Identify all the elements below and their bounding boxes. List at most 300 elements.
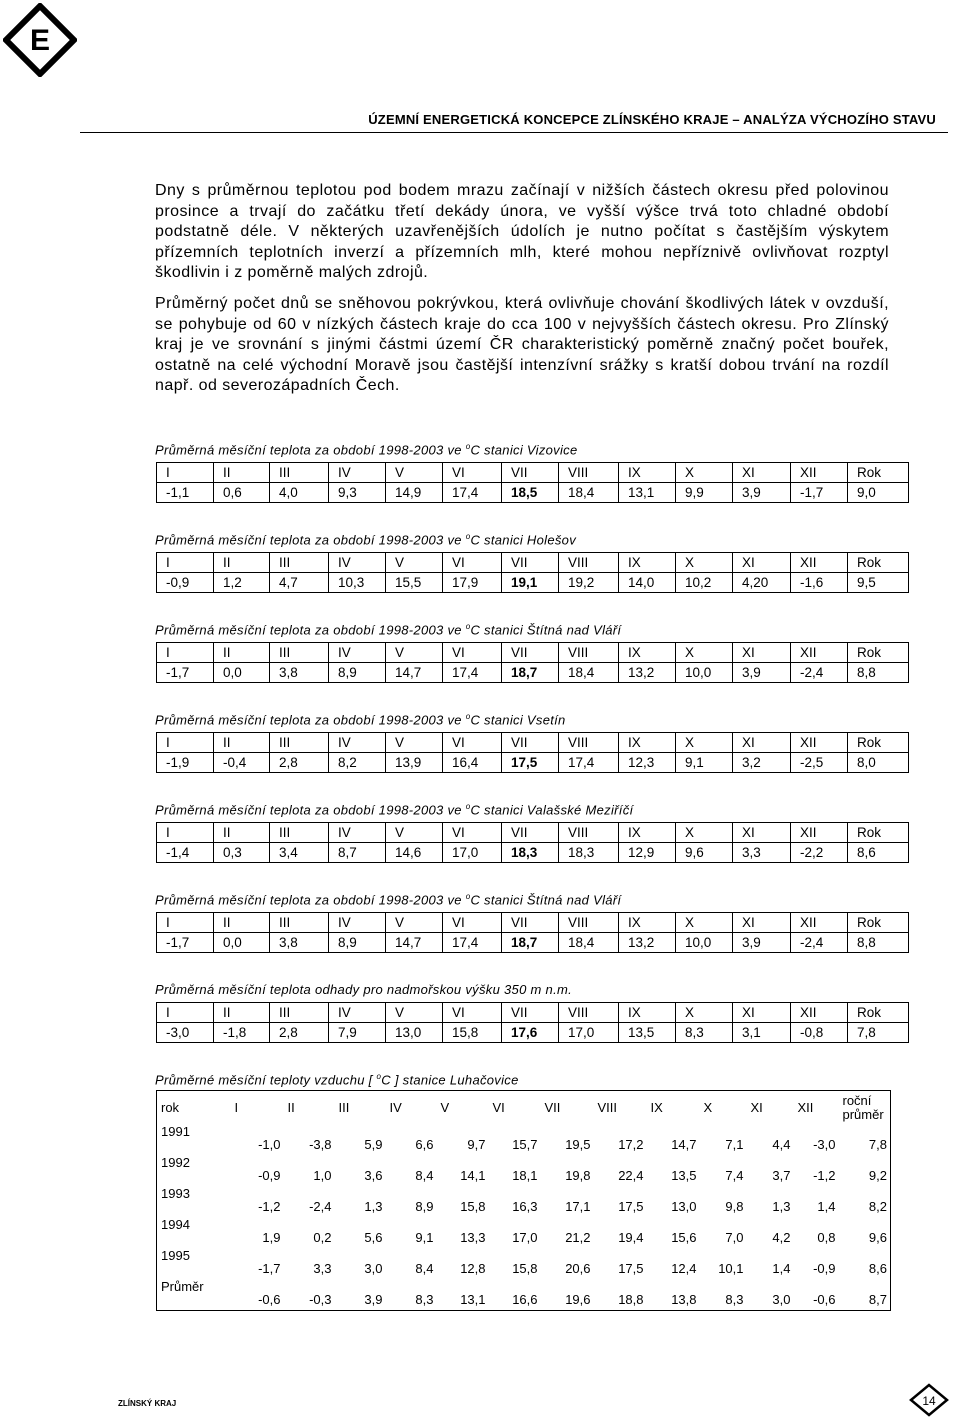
station-name: Štítná nad Vláří xyxy=(526,892,622,908)
table-row xyxy=(157,1155,891,1186)
temperature-cell: -1,8 xyxy=(214,1023,270,1043)
table-row xyxy=(157,663,909,683)
temperature-cell: 3,9 xyxy=(733,483,791,503)
table-caption-mid: C stanici xyxy=(470,532,527,548)
paragraph-frost-days: Dny s průměrnou teplotou pod bodem mrazu začínají v nižších částech okresu před polovinou prosince a trvají do začátku třetí dekády února, ve vyšší výšce trvá toto chladné období podstatně déle. V některých uzavřenějších údolích je nutno počítat s častějším výskytem přízemních teplotních inverzí a přízemních mlh, které mohou nepříznivě ovlivňovat rozptyl škodlivin i z poměrně malých zdrojů. xyxy=(155,182,889,281)
temperature-cell: -3,0 xyxy=(157,1023,214,1043)
temperature-cell: 17,0 xyxy=(512,1230,538,1245)
temperature-cell: -0,9 xyxy=(157,573,214,593)
month-header-cell: I xyxy=(157,463,214,483)
temperature-cell: 14,9 xyxy=(386,483,443,503)
month-header-cell: II xyxy=(214,913,270,933)
temperature-cell: 18,8 xyxy=(618,1292,644,1307)
temperature-cell: 0,0 xyxy=(214,933,270,953)
month-header-cell: X xyxy=(676,553,733,573)
month-header-cell: X xyxy=(676,733,733,753)
column-header-cell: IX xyxy=(650,1100,663,1115)
temperature-cell: 18,3 xyxy=(502,843,559,863)
table-row xyxy=(157,573,909,593)
month-header-cell: VIII xyxy=(559,1003,619,1023)
monthly-temperature-table xyxy=(156,462,909,503)
temperature-cell: 21,2 xyxy=(565,1230,591,1245)
temperature-cell: 8,8 xyxy=(848,663,909,683)
temperature-cell: 14,6 xyxy=(386,843,443,863)
temperature-cell: 7,0 xyxy=(725,1230,744,1245)
temperature-cell: 15,8 xyxy=(512,1261,538,1276)
month-header-cell: VII xyxy=(502,733,559,753)
temperature-cell: 19,1 xyxy=(502,573,559,593)
temperature-cell: 14,1 xyxy=(460,1168,486,1183)
month-header-cell: XII xyxy=(791,733,848,753)
temperature-cell: 9,3 xyxy=(329,483,386,503)
month-header-cell: II xyxy=(214,463,270,483)
temperature-cell: 1,3 xyxy=(772,1199,791,1214)
temperature-cell: 1,2 xyxy=(214,573,270,593)
temperature-cell: 12,3 xyxy=(619,753,676,773)
month-header-cell: III xyxy=(270,913,329,933)
temperature-cell: -2,4 xyxy=(309,1199,332,1214)
table-header-row xyxy=(157,1091,891,1125)
temperature-cell: 18,4 xyxy=(559,933,619,953)
temperature-cell: 8,7 xyxy=(329,843,386,863)
table-caption-mid: C stanici xyxy=(470,622,527,638)
temperature-cell: -0,3 xyxy=(309,1292,332,1307)
month-header-cell: IX xyxy=(619,553,676,573)
year-cell: 1995 xyxy=(161,1248,190,1263)
temperature-cell: 16,3 xyxy=(512,1199,538,1214)
month-header-cell: IX xyxy=(619,733,676,753)
page-number-badge xyxy=(908,1382,950,1418)
column-header-cell: I xyxy=(234,1100,239,1115)
column-header-cell: VI xyxy=(492,1100,505,1115)
temperature-cell: 5,9 xyxy=(364,1137,383,1152)
temperature-cell: -2,4 xyxy=(791,933,848,953)
temperature-cell: -1,0 xyxy=(258,1137,281,1152)
month-header-cell: IV xyxy=(329,823,386,843)
temperature-cell: -1,7 xyxy=(157,663,214,683)
temperature-cell: 13,9 xyxy=(386,753,443,773)
month-header-cell: III xyxy=(270,643,329,663)
monthly-temperature-table xyxy=(156,732,909,773)
temperature-cell: 9,7 xyxy=(467,1137,486,1152)
temperature-cell: 10,2 xyxy=(676,573,733,593)
temperature-cell: 3,0 xyxy=(772,1292,791,1307)
temperature-cell: 3,1 xyxy=(733,1023,791,1043)
temperature-cell: 15,7 xyxy=(512,1137,538,1152)
temperature-cell: 17,0 xyxy=(443,843,502,863)
temperature-cell: 12,9 xyxy=(619,843,676,863)
temperature-cell: 12,8 xyxy=(460,1261,486,1276)
temperature-cell: 18,3 xyxy=(559,843,619,863)
month-header-cell: VI xyxy=(443,823,502,843)
month-header-cell: III xyxy=(270,823,329,843)
temperature-cell: 17,5 xyxy=(502,753,559,773)
station-name: Vizovice xyxy=(526,442,578,458)
table-row xyxy=(157,1186,891,1217)
month-header-cell: XI xyxy=(733,913,791,933)
temperature-cell: 7,1 xyxy=(725,1137,744,1152)
temperature-cell: 8,4 xyxy=(415,1168,434,1183)
temperature-cell: 17,4 xyxy=(443,663,502,683)
column-header-cell: XII xyxy=(797,1100,814,1115)
temperature-cell: 17,6 xyxy=(502,1023,559,1043)
month-header-cell: V xyxy=(386,733,443,753)
luhacovice-caption xyxy=(155,1072,519,1087)
month-header-cell: VI xyxy=(443,463,502,483)
temperature-cell: -3,0 xyxy=(813,1137,836,1152)
table-caption-mid: C stanici xyxy=(470,712,527,728)
column-header-cell: rok xyxy=(161,1100,180,1115)
month-header-cell: IV xyxy=(329,643,386,663)
table-row xyxy=(157,933,909,953)
year-cell: 1994 xyxy=(161,1217,190,1232)
month-header-cell: II xyxy=(214,823,270,843)
month-header-cell: III xyxy=(270,463,329,483)
table-caption xyxy=(155,442,578,457)
table-row xyxy=(157,753,909,773)
month-header-cell: Rok xyxy=(848,823,909,843)
month-header-cell: IX xyxy=(619,643,676,663)
temperature-cell: 8,6 xyxy=(848,843,909,863)
month-header-cell: V xyxy=(386,553,443,573)
temperature-cell: 8,3 xyxy=(415,1292,434,1307)
table-row xyxy=(157,843,909,863)
temperature-cell: -0,9 xyxy=(258,1168,281,1183)
month-header-cell: XII xyxy=(791,913,848,933)
degree-sup: o xyxy=(465,892,471,901)
temperature-cell: 15,8 xyxy=(443,1023,502,1043)
table-header-row xyxy=(157,463,909,483)
temperature-cell: 17,1 xyxy=(565,1199,591,1214)
degree-sup: o xyxy=(465,802,471,811)
month-header-cell: Rok xyxy=(848,1003,909,1023)
temperature-cell: 15,5 xyxy=(386,573,443,593)
month-header-cell: I xyxy=(157,553,214,573)
temperature-cell: 2,8 xyxy=(270,1023,329,1043)
column-header-cell: XI xyxy=(750,1100,763,1115)
temperature-cell: 9,8 xyxy=(725,1199,744,1214)
temperature-cell: -1,9 xyxy=(157,753,214,773)
temperature-cell: 3,9 xyxy=(733,663,791,683)
temperature-cell: 13,0 xyxy=(671,1199,697,1214)
column-header-cell: IV xyxy=(389,1100,402,1115)
temperature-cell: 18,4 xyxy=(559,483,619,503)
month-header-cell: VI xyxy=(443,733,502,753)
temperature-cell: 3,9 xyxy=(364,1292,383,1307)
degree-sup: o xyxy=(465,622,471,631)
temperature-cell: -1,7 xyxy=(157,933,214,953)
temperature-cell: 10,1 xyxy=(718,1261,744,1276)
month-header-cell: IX xyxy=(619,913,676,933)
temperature-cell: -1,6 xyxy=(791,573,848,593)
month-header-cell: II xyxy=(214,643,270,663)
temperature-cell: 0,2 xyxy=(313,1230,332,1245)
temperature-cell: -1,2 xyxy=(813,1168,836,1183)
temperature-cell: 3,3 xyxy=(313,1261,332,1276)
temperature-cell: 13,8 xyxy=(671,1292,697,1307)
temperature-cell: 9,6 xyxy=(868,1230,887,1245)
temperature-cell: 3,6 xyxy=(364,1168,383,1183)
table-caption xyxy=(155,622,621,637)
degree-sup: o xyxy=(465,442,471,451)
temperature-cell: 3,7 xyxy=(772,1168,791,1183)
month-header-cell: IV xyxy=(329,1003,386,1023)
temperature-cell: 17,4 xyxy=(559,753,619,773)
month-header-cell: VII xyxy=(502,463,559,483)
month-header-cell: XII xyxy=(791,463,848,483)
month-header-cell: VIII xyxy=(559,913,619,933)
month-header-cell: VI xyxy=(443,1003,502,1023)
table-caption-prefix: Průměrná měsíční teplota za období 1998-2003 ve xyxy=(155,802,466,818)
temperature-cell: 18,1 xyxy=(512,1168,538,1183)
temperature-cell: 15,6 xyxy=(671,1230,697,1245)
temperature-cell: 3,2 xyxy=(733,753,791,773)
temperature-cell: 13,1 xyxy=(619,483,676,503)
temperature-cell: 1,0 xyxy=(313,1168,332,1183)
monthly-temperature-table xyxy=(156,912,909,953)
table-caption-mid: C stanici xyxy=(470,442,527,458)
month-header-cell: Rok xyxy=(848,733,909,753)
temperature-cell: 0,6 xyxy=(214,483,270,503)
temperature-cell: 14,7 xyxy=(386,663,443,683)
temperature-cell: 8,2 xyxy=(868,1199,887,1214)
temperature-cell: 13,2 xyxy=(619,663,676,683)
temperature-cell: 12,4 xyxy=(671,1261,697,1276)
temperature-cell: 7,4 xyxy=(725,1168,744,1183)
temperature-cell: 3,8 xyxy=(270,933,329,953)
month-header-cell: V xyxy=(386,463,443,483)
temperature-cell: 17,0 xyxy=(559,1023,619,1043)
temperature-cell: 10,3 xyxy=(329,573,386,593)
month-header-cell: VIII xyxy=(559,643,619,663)
temperature-cell: 4,0 xyxy=(270,483,329,503)
table-row xyxy=(157,1023,909,1043)
month-header-cell: X xyxy=(676,463,733,483)
table-row xyxy=(157,1217,891,1248)
temperature-cell: 1,9 xyxy=(262,1230,281,1245)
month-header-cell: VII xyxy=(502,823,559,843)
temperature-cell: 9,5 xyxy=(848,573,909,593)
month-header-cell: Rok xyxy=(848,463,909,483)
month-header-cell: VII xyxy=(502,913,559,933)
temperature-cell: 0,0 xyxy=(214,663,270,683)
month-header-cell: IV xyxy=(329,733,386,753)
month-header-cell: V xyxy=(386,643,443,663)
month-header-cell: IV xyxy=(329,553,386,573)
temperature-cell: 7,8 xyxy=(868,1137,887,1152)
column-header-cell: VIII xyxy=(597,1100,618,1115)
month-header-cell: X xyxy=(676,643,733,663)
temperature-cell: 3,8 xyxy=(270,663,329,683)
table-header-row xyxy=(157,1003,909,1023)
temperature-cell: 10,0 xyxy=(676,663,733,683)
temperature-cell: 0,3 xyxy=(214,843,270,863)
temperature-cell: 19,2 xyxy=(559,573,619,593)
month-header-cell: I xyxy=(157,733,214,753)
temperature-cell: 7,8 xyxy=(848,1023,909,1043)
month-header-cell: III xyxy=(270,733,329,753)
temperature-cell: 14,0 xyxy=(619,573,676,593)
temperature-cell: 18,4 xyxy=(559,663,619,683)
year-cell: 1993 xyxy=(161,1186,190,1201)
temperature-cell: 19,6 xyxy=(565,1292,591,1307)
month-header-cell: XI xyxy=(733,733,791,753)
month-header-cell: Rok xyxy=(848,643,909,663)
table-caption xyxy=(155,892,621,907)
temperature-cell: -1,7 xyxy=(791,483,848,503)
temperature-cell: 18,7 xyxy=(502,933,559,953)
month-header-cell: II xyxy=(214,553,270,573)
temperature-cell: 8,4 xyxy=(415,1261,434,1276)
temperature-cell: 4,4 xyxy=(772,1137,791,1152)
month-header-cell: VI xyxy=(443,643,502,663)
temperature-cell: 13,5 xyxy=(671,1168,697,1183)
temperature-cell: 8,6 xyxy=(868,1261,887,1276)
month-header-cell: IX xyxy=(619,1003,676,1023)
year-cell: 1992 xyxy=(161,1155,190,1170)
table-header-row xyxy=(157,643,909,663)
table-row xyxy=(157,1124,891,1155)
temperature-cell: 9,0 xyxy=(848,483,909,503)
temperature-cell: 13,2 xyxy=(619,933,676,953)
temperature-cell: 3,9 xyxy=(733,933,791,953)
temperature-cell: -1,7 xyxy=(258,1261,281,1276)
month-header-cell: XI xyxy=(733,1003,791,1023)
temperature-cell: 19,8 xyxy=(565,1168,591,1183)
temperature-cell: 19,5 xyxy=(565,1137,591,1152)
document-header-title: ÚZEMNÍ ENERGETICKÁ KONCEPCE ZLÍNSKÉHO KRAJE – ANALÝZA VÝCHOZÍHO STAVU xyxy=(368,112,936,127)
table-caption xyxy=(155,982,572,997)
temperature-cell: 13,0 xyxy=(386,1023,443,1043)
table-header-row xyxy=(157,823,909,843)
temperature-cell: -0,6 xyxy=(258,1292,281,1307)
temperature-cell: 20,6 xyxy=(565,1261,591,1276)
month-header-cell: III xyxy=(270,1003,329,1023)
table-caption-prefix: Průměrná měsíční teplota za období 1998-2003 ve xyxy=(155,712,466,728)
column-header-cell: III xyxy=(338,1100,350,1115)
station-name: Holešov xyxy=(526,532,576,548)
temperature-cell: 1,4 xyxy=(772,1261,791,1276)
table-caption-prefix: Průměrná měsíční teplota za období 1998-2003 ve xyxy=(155,892,466,908)
temperature-cell: 8,9 xyxy=(329,663,386,683)
column-header-cell: X xyxy=(703,1100,713,1115)
month-header-cell: I xyxy=(157,823,214,843)
luhacovice-caption-after: C ] stanice Luhačovice xyxy=(381,1072,519,1088)
temperature-cell: 6,6 xyxy=(415,1137,434,1152)
temperature-cell: 13,1 xyxy=(460,1292,486,1307)
column-header-cell: roční průměr xyxy=(842,1092,884,1122)
temperature-cell: 15,8 xyxy=(460,1199,486,1214)
temperature-cell: 8,8 xyxy=(848,933,909,953)
temperature-cell: 8,0 xyxy=(848,753,909,773)
temperature-cell: 18,7 xyxy=(502,663,559,683)
month-header-cell: XI xyxy=(733,463,791,483)
month-header-cell: VIII xyxy=(559,553,619,573)
month-header-cell: I xyxy=(157,643,214,663)
month-header-cell: IX xyxy=(619,463,676,483)
station-name: Vsetín xyxy=(526,712,566,728)
temperature-cell: 13,5 xyxy=(619,1023,676,1043)
temperature-cell: -2,4 xyxy=(791,663,848,683)
table-header-row xyxy=(157,733,909,753)
table-header-row xyxy=(157,913,909,933)
temperature-cell: 4,2 xyxy=(772,1230,791,1245)
month-header-cell: X xyxy=(676,823,733,843)
month-header-cell: I xyxy=(157,913,214,933)
temperature-cell: 2,8 xyxy=(270,753,329,773)
temperature-cell: 13,3 xyxy=(460,1230,486,1245)
temperature-cell: 18,5 xyxy=(502,483,559,503)
temperature-cell: 9,1 xyxy=(415,1230,434,1245)
temperature-cell: 16,6 xyxy=(512,1292,538,1307)
temperature-cell: -0,9 xyxy=(813,1261,836,1276)
table-caption-mid: C stanici xyxy=(470,802,527,818)
temperature-cell: 4,20 xyxy=(733,573,791,593)
month-header-cell: VI xyxy=(443,553,502,573)
temperature-cell: 17,5 xyxy=(618,1199,644,1214)
month-header-cell: V xyxy=(386,823,443,843)
table-caption xyxy=(155,712,566,727)
degree-sup: o xyxy=(376,1072,382,1081)
table-header-row xyxy=(157,553,909,573)
month-header-cell: X xyxy=(676,1003,733,1023)
temperature-cell: 16,4 xyxy=(443,753,502,773)
year-cell: 1991 xyxy=(161,1124,190,1139)
temperature-cell: 9,2 xyxy=(868,1168,887,1183)
table-caption-prefix: Průměrná měsíční teplota za období 1998-2003 ve xyxy=(155,442,466,458)
column-header-cell: II xyxy=(287,1100,295,1115)
temperature-cell: 17,5 xyxy=(618,1261,644,1276)
month-header-cell: VII xyxy=(502,553,559,573)
temperature-cell: 5,6 xyxy=(364,1230,383,1245)
temperature-cell: -2,2 xyxy=(791,843,848,863)
temperature-cell: 14,7 xyxy=(671,1137,697,1152)
station-name: Štítná nad Vláří xyxy=(526,622,622,638)
temperature-cell: 0,8 xyxy=(817,1230,836,1245)
temperature-cell: 9,9 xyxy=(676,483,733,503)
temperature-cell: 22,4 xyxy=(618,1168,644,1183)
temperature-cell: 8,3 xyxy=(725,1292,744,1307)
temperature-cell: 17,2 xyxy=(618,1137,644,1152)
month-header-cell: III xyxy=(270,553,329,573)
temperature-cell: 17,9 xyxy=(443,573,502,593)
temperature-cell: 14,7 xyxy=(386,933,443,953)
table-row xyxy=(157,1279,891,1311)
month-header-cell: XII xyxy=(791,1003,848,1023)
degree-sup: o xyxy=(465,712,471,721)
temperature-cell: -1,4 xyxy=(157,843,214,863)
month-header-cell: VII xyxy=(502,1003,559,1023)
column-header-cell: VII xyxy=(544,1100,561,1115)
table-caption xyxy=(155,532,576,547)
monthly-temperature-table xyxy=(156,552,909,593)
degree-sup: o xyxy=(465,532,471,541)
month-header-cell: IV xyxy=(329,913,386,933)
temperature-cell: 9,1 xyxy=(676,753,733,773)
temperature-cell: 8,2 xyxy=(329,753,386,773)
temperature-cell: 8,3 xyxy=(676,1023,733,1043)
month-header-cell: XII xyxy=(791,553,848,573)
month-header-cell: VIII xyxy=(559,733,619,753)
header-rule xyxy=(80,132,948,133)
temperature-cell: 1,4 xyxy=(817,1199,836,1214)
month-header-cell: VII xyxy=(502,643,559,663)
temperature-cell: 3,4 xyxy=(270,843,329,863)
temperature-cell: 19,4 xyxy=(618,1230,644,1245)
month-header-cell: VI xyxy=(443,913,502,933)
monthly-temperature-table xyxy=(156,1002,909,1043)
month-header-cell: VIII xyxy=(559,463,619,483)
